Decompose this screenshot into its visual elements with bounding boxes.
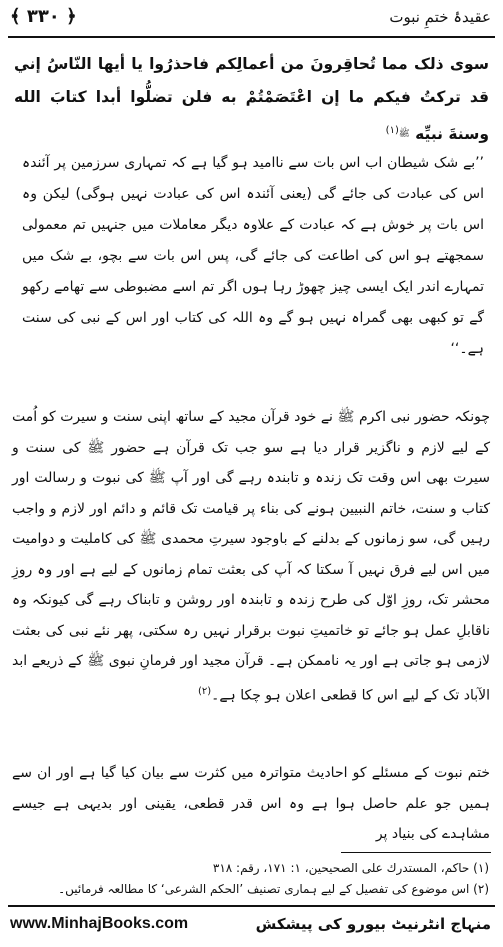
- footer-credit: منہاج انٹرنیٹ بیورو کی پیشکش: [255, 915, 491, 933]
- body-paragraph-1: [12, 402, 490, 711]
- footnote-ref-1: (۱): [385, 125, 399, 136]
- arabic-line-3: وسنةَ نبيِّه: [415, 125, 489, 144]
- running-title: عقیدۂ ختمِ نبوت: [389, 8, 491, 26]
- arabic-hadith-text: [14, 48, 489, 151]
- footer-website-link[interactable]: www.MinhajBooks.com: [10, 915, 189, 932]
- arabic-line-1: سوى ذلک مما تُحاقِرونَ من أعمالِكم فاحذرُوا يا أيها النّاسُ: [47, 55, 489, 73]
- footnotes: [19, 858, 489, 900]
- body-paragraph-2: ختم نبوت کے مسئلے کو احادیث متواترہ میں کثرت سے بیان کیا گیا ہے اور ان سے ہمیں جو علم حاصل ہوا ہے وہ اس قدر قطعی، یقینی اور بدیہی ہے جیسے مشاہدے کی بنیاد پر: [12, 765, 490, 842]
- footnote-divider: [341, 852, 491, 853]
- footnote-2: (۲) اس موضوع کی تفصیل کے لیے ہماری تصنیف ’الحکم الشرعی‘ کا مطالعہ فرمائیں۔: [58, 882, 489, 896]
- salutation-glyph: ﷺ: [398, 129, 410, 140]
- header-divider: [8, 36, 495, 38]
- paragraph-1-text: چونکہ حضور نبی اکرم ﷺ نے خود قرآن مجید کے ساتھ اپنی سنت و سیرت کو اُمت کے لیے لازم و ناگزیر قرار دیا ہے سو جب تک قرآن ہے حضور ﷺ کی سنت و سیرت بھی اس وقت تک زندہ و تابندہ رہے گی اور آپ ﷺ کی نبوت و رسالت اور کتاب و سنت، خاتم النبیین ہونے کی بناء پر قیامت تک قائم و دائم اور لازم و واجب رہیں گی، سو زمانوں کے بدلنے کے باوجود سیرتِ محمدی ﷺ کی کاملیت و دوامیت میں اس لیے فرق نہیں آ سکتا کہ آپ کی بعثت تمام زمانوں کے لیے ہے اور وہ روزِ محشر تک، روزِ اوّل کی طرح زندہ و تابندہ اور روشن و تابناک رہے گی کیونکہ وہ ناقابلِ عمل ہو جائے تو خاتمیتِ نبوت برقرار نہیں رہ سکتی، پھر نئے نبی کی بعثت لازمی ہو جاتی ہے اور یہ ناممکن ہے۔ قرآن مجید اور فرمانِ نبوی ﷺ کے ذریعے ابد الآباد تک کے لیے اس کا قطعی اعلان ہو چکا ہے۔: [12, 409, 490, 704]
- footnote-1: (۱) حاكم، المستدرك على الصحيحين، ۱: ۱۷۱، رقم: ۳۱۸: [212, 861, 489, 875]
- page-number: ﴿ ۳۳۰ ﴾: [10, 6, 77, 27]
- arabic-line-2: إني قد تركتُ فيكم ما إن اعْتَصَمْتُمْ به فلن تضلُّوا أبدا كتابَ الله: [14, 55, 489, 106]
- footnote-ref-2: (۲): [197, 685, 212, 697]
- footer-divider: [8, 905, 495, 907]
- urdu-translation-quote: ’’بے شک شیطان اب اس بات سے ناامید ہو گیا ہے کہ تمہاری سرزمین پر آئندہ اس کی عبادت کی جائے گی (یعنی آئندہ اس کی عبادت نہیں ہوگی) لیکن وہ اس بات پر خوش ہے کہ عبادت کے علاوہ دیگر معاملات میں جنہیں تم معمولی سمجھتے ہو اس کی اطاعت کی جائے گی، پس اس بات سے بچو، بے شک میں تمہارے اندر ایک ایسی چیز چھوڑ رہا ہوں اگر تم اسے مضبوطی سے تھامے رکھو گے تو کبھی بھی گمراہ نہیں ہو گے وہ اللہ کی کتاب اور اس کے نبی کی سنت ہے۔‘‘: [22, 155, 484, 357]
- page-header: [0, 0, 503, 40]
